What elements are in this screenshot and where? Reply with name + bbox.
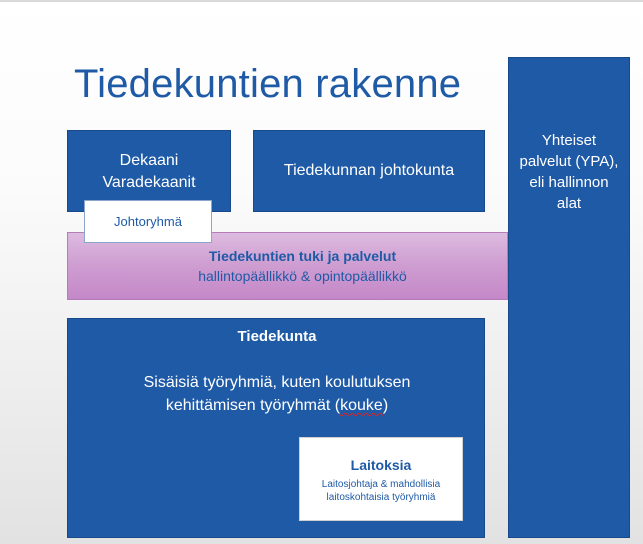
johtoryhma-label: Johtoryhmä [114,214,182,229]
tiedekunta-line-2 [68,394,486,417]
johtokunta-label: Tiedekunnan johtokunta [283,162,455,179]
top-border-line [0,0,643,2]
tiedekunta-description [68,371,486,417]
laitoksia-line-1: Laitosjohtaja & mahdollisia [321,479,441,490]
yhteiset-line-2: palvelut (YPA), [519,153,619,170]
varadekaanit-label: Varadekaanit [102,174,196,191]
yhteiset-line-3: eli hallinnon [529,174,609,191]
johtoryhma-box [84,200,212,243]
tuki-title: Tiedekuntien tuki ja palvelut [208,248,397,264]
yhteiset-palvelut-box [508,57,630,538]
tiedekunta-title: Tiedekunta [237,328,317,345]
slide-title: Tiedekuntien rakenne [74,62,462,106]
yhteiset-line-1: Yhteiset [541,132,597,149]
tiedekunta-line-1: Sisäisiä työryhmiä, kuten koulutuksen [143,374,411,391]
laitoksia-description [300,478,462,504]
kouke-word: kouke [340,397,383,414]
johtokunta-box [253,130,485,212]
tiedekunta-line-2-suffix: ) [382,397,389,414]
dekaani-label: Dekaani [119,152,179,169]
tuki-subtitle: hallintopäällikkö & opintopäällikkö [198,268,407,284]
laitoksia-box [299,437,463,521]
tiedekunta-line-2-prefix: kehittämisen työryhmät ( [165,397,341,414]
laitoksia-line-2: laitoskohtaisia työryhmiä [326,492,436,503]
yhteiset-line-4: alat [556,195,582,212]
laitoksia-title: Laitoksia [350,457,412,473]
